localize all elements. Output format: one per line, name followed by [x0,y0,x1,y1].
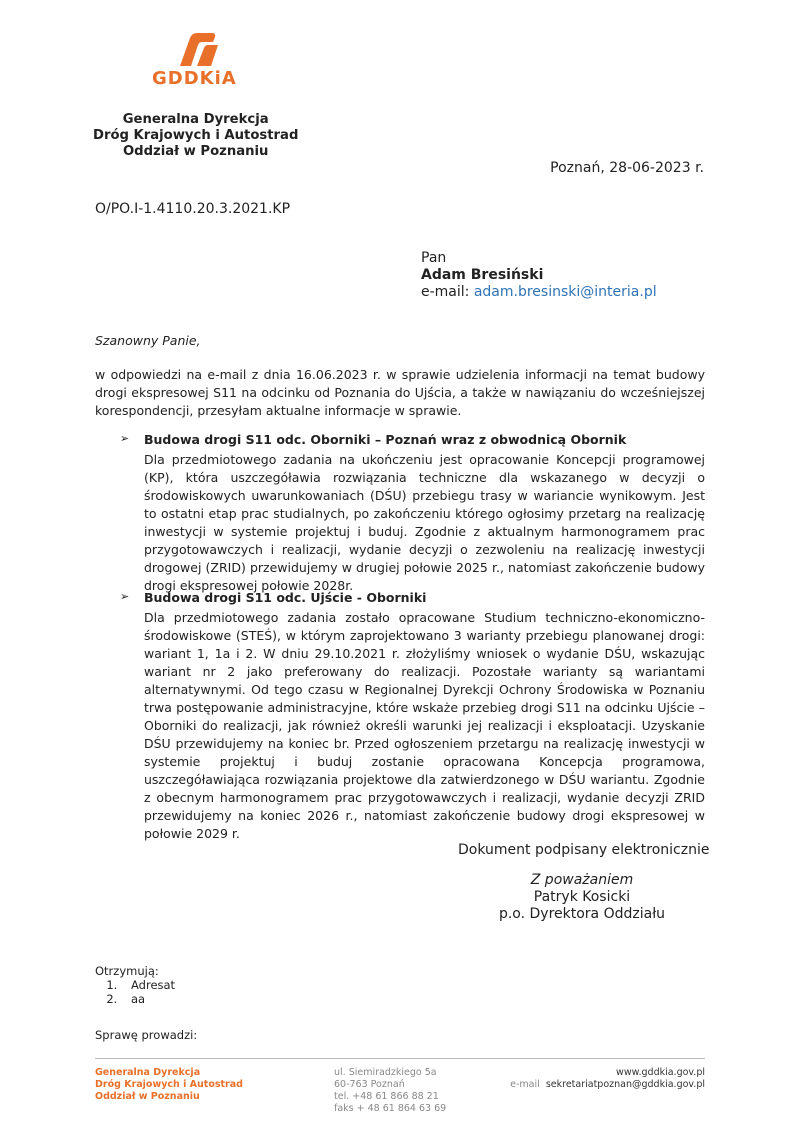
organization-name [93,112,298,160]
footer-divider [95,1058,705,1059]
addressee-name: Adam Bresiński [421,267,544,283]
footer-org-line: Oddział w Poznaniu [95,1091,200,1102]
org-line: Dróg Krajowych i Autostrad [93,128,299,143]
signature-block [496,872,668,923]
section-body: Dla przedmiotowego zadania zostało opracowane Studium techniczno-ekonomiczno-środowiskowe (STEŚ), w którym zaprojektowano 3 warianty przebiegu planowanej drogi: wariant 1, 1a i 2. W dniu 29.10.2021 r. złożyliśmy wniosek o wydanie DŚU, wskazując wariant nr 2 jako preferowany do realizacji. Pozostałe warianty są wariantami alternatywnymi. Od tego czasu w Regionalnej Dyrekcji Ochrony Środowiska w Poznaniu trwa postępowanie administracyjne, które wskaże przebieg drogi S11 na odcinku Ujście – Oborniki do realizacji, jak również określi warunki jej realizacji i eksploatacji. Uzyskanie DŚU przewidujemy na koniec br. Przed ogłoszeniem przetargu na realizację inwestycji w systemie projektuj i buduj zostanie opracowana Koncepcja programowa, uszczegóławiająca rozwiązania projektowe dla zatwierdzonego w DŚU wariantu. Zgodnie z obecnym harmonogramem prac przygotowawczych i realizacji, wydanie decyzji ZRID przewidujemy na koniec 2026 r., natomiast zakończenie budowy drogi ekspresowej w połowie 2029 r. [144,610,705,841]
addressee-email-link[interactable]: adam.bresinski@interia.pl [473,284,657,300]
signer-name: Patryk Kosicki [533,889,631,905]
letter-salutation: Szanowny Panie, [95,333,201,348]
case-handler-label: Sprawę prowadzi: [95,1028,198,1042]
email-label: e-mail: [421,284,470,300]
footer-address-line: 60-763 Poznań [334,1079,405,1090]
addressee-salutation: Pan [421,250,447,266]
footer-address [334,1067,446,1115]
footer-org-line: Dróg Krajowych i Autostrad [95,1079,243,1090]
footer-email-link[interactable]: sekretariatpoznan@gddkia.gov.pl [545,1079,705,1090]
signer-title: p.o. Dyrektora Oddziału [498,906,666,922]
recipients-label: Otrzymują: [95,964,159,978]
gddkia-logo [152,32,248,89]
electronic-signature-note: Dokument podpisany elektronicznie [458,842,710,858]
footer-email-label: e-mail [510,1079,540,1090]
section-title: Budowa drogi S11 odc. Oborniki – Poznań wraz z obwodnicą Obornik [144,432,627,447]
arrow-bullet-icon: ➢ [120,590,130,603]
logo-text: GDDKiA [152,68,237,89]
footer-organization [95,1067,243,1103]
recipients [95,964,175,1006]
section-body: Dla przedmiotowego zadania na ukończeniu jest opracowanie Koncepcji programowej (KP), która uszczegóławia rozwiązania techniczne dla wskazanego w decyzji o środowiskowych uwarunkowaniach (DŚU) przebiegu trasy w wariancie wynikowym. Jest to ostatni etap prac studialnych, po zakończeniu którego ogłosimy przetarg na realizację inwestycji w systemie projektuj i buduj. Zgodnie z aktualnym harmonogramem prac przygotowawczych i realizacji, wydanie decyzji o zezwoleniu na realizację inwestycji drogowej (ZRID) przewidujemy w drugiej połowie 2025 r., natomiast zakończenie budowy drogi ekspresowej połowie 2028r. [144,452,705,593]
recipient-item: 2. aa [121,992,175,1006]
addressee-block [421,250,657,301]
arrow-bullet-icon: ➢ [120,432,130,445]
footer-address-line: ul. Siemiradzkiego 5a [334,1067,437,1078]
footer-org-line: Generalna Dyrekcja [95,1067,201,1078]
footer-contact [510,1067,705,1091]
closing: Z poważaniem [530,872,634,888]
footer-fax: faks + 48 61 864 63 69 [334,1103,447,1114]
recipient-item: 1. Adresat [121,978,175,992]
letter-intro: w odpowiedzi na e-mail z dnia 16.06.2023 r. w sprawie udzielenia informacji na temat budowy drogi ekspresowej S11 na odcinku od Poznania do Ujścia, a także w nawiązaniu do wcześniejszej korespondencji, przesyłam aktualne informacje w sprawie. [95,367,705,418]
org-line: Oddział w Poznaniu [122,144,269,159]
letter-date: Poznań, 28-06-2023 r. [550,160,704,176]
road-logo-icon [178,32,222,66]
section-oborniki-poznan [120,432,705,595]
footer-website-link[interactable]: www.gddkia.gov.pl [616,1067,705,1078]
footer-phone: tel. +48 61 866 88 21 [334,1091,439,1102]
section-ujscie-oborniki [120,590,705,843]
reference-number: O/PO.I-1.4110.20.3.2021.KP [95,201,291,217]
org-line: Generalna Dyrekcja [122,112,269,127]
section-title: Budowa drogi S11 odc. Ujście - Oborniki [144,590,427,605]
